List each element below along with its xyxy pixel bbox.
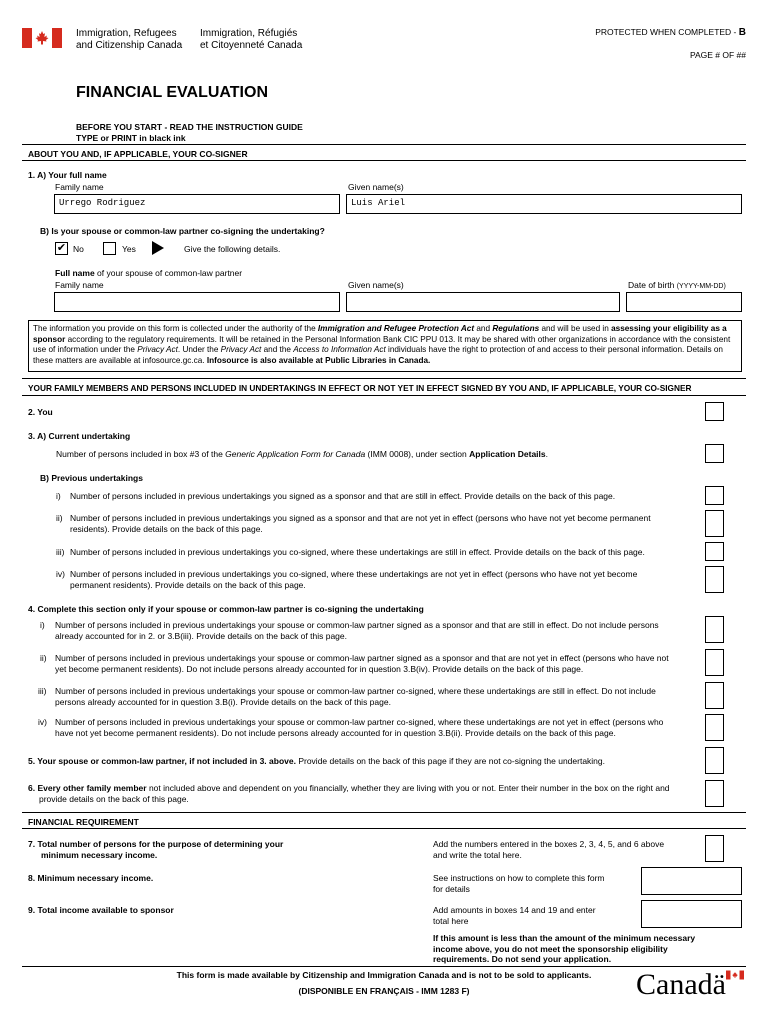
- q8-instructions: See instructions on how to complete this form for details: [433, 873, 605, 894]
- page-title: FINANCIAL EVALUATION: [76, 84, 268, 101]
- arrow-right-icon: [152, 241, 164, 255]
- q4-iv-box[interactable]: [705, 714, 724, 741]
- privacy-notice: The information you provide on this form is collected under the authority of the Immigration and Refugee Protection Act and Regulations and will be used in assessing your eligibility as a sponsor according to the regulatory requirements. It will be retained in the Personal Information Bank CIC PPU 013. It may be shared with other organizations in accordance with the consistent use of information under the Privacy Act. Under the Privacy Act and the Access to Information Act individuals have the right to protection of and access to their personal information. Details on these matters are available at infosource.gc.ca. Infosource is also available at Public Libraries in Canada.: [28, 320, 742, 372]
- q6-text: 6. Every other family member not included above and dependent on you financially, whether they are living with you or not. Enter their number in the box on the right and provide details on the back of this page.: [28, 783, 670, 804]
- give-details-label: Give the following details.: [184, 244, 281, 254]
- section-financial-heading: FINANCIAL REQUIREMENT: [28, 817, 139, 827]
- q3b-iii-text: Number of persons included in previous undertakings you co-signed, where these undertakings are still in effect. Provide details on the back of this page.: [70, 547, 645, 557]
- spouse-dob-label: Date of birth (YYYY-MM-DD): [628, 280, 726, 290]
- spouse-full-name-label: Full name of your spouse of common-law partner: [55, 268, 243, 278]
- page-number: PAGE # OF ##: [689, 50, 746, 60]
- q6-box[interactable]: [705, 780, 724, 807]
- instructions-line-2: TYPE or PRINT in black ink: [76, 133, 186, 143]
- given-name-label: Given name(s): [348, 182, 404, 192]
- q3b-i-num: i): [56, 491, 61, 501]
- q4-iv-num: iv): [38, 717, 47, 727]
- q2-label: 2. You: [28, 407, 53, 417]
- q4-i-text: Number of persons included in previous undertakings your spouse or common-law partner signed as a sponsor and that are still in effect. Do not include persons already accounted for in 2. or 3.B(iii). Provide details on the back of this page.: [55, 620, 659, 641]
- q4-i-num: i): [40, 620, 45, 630]
- q5-box[interactable]: [705, 747, 724, 774]
- q3a-label: 3. A) Current undertaking: [28, 431, 131, 441]
- wordmark-flag-icon: [726, 970, 744, 980]
- q3a-box[interactable]: [705, 444, 724, 463]
- q2-box[interactable]: [705, 402, 724, 421]
- q1a-label: 1. A) Your full name: [28, 170, 107, 180]
- section-family-heading: YOUR FAMILY MEMBERS AND PERSONS INCLUDED IN UNDERTAKINGS IN EFFECT OR NOT YET IN EFFECT SIGNED BY YOU AND, IF APPLICABLE, YOUR CO-SIGNER: [28, 383, 692, 393]
- spouse-family-name-label: Family name: [55, 280, 104, 290]
- q3a-text: Number of persons included in box #3 of the Generic Application Form for Canada (IMM 0008), under section Application Details.: [56, 449, 549, 459]
- q9-instructions: Add amounts in boxes 14 and 19 and enter total here: [433, 905, 596, 926]
- no-checkbox[interactable]: ✔: [56, 242, 67, 254]
- yes-checkbox[interactable]: [103, 242, 116, 255]
- q3b-i-text: Number of persons included in previous undertakings you signed as a sponsor and that are still in effect. Provide details on the back of this page.: [70, 491, 616, 501]
- q4-ii-text: Number of persons included in previous undertakings your spouse or common-law partner signed as a sponsor and that are not yet in effect (persons who have not yet become permanent residents). Do not include persons already accounted for in question 3.B(iv). Provide details on the back of this page.: [55, 653, 669, 674]
- canada-flag-icon: [22, 28, 62, 48]
- q1b-label: B) Is your spouse or common-law partner co-signing the undertaking?: [40, 226, 325, 236]
- q3b-iii-num: iii): [56, 547, 65, 557]
- q3b-ii-text: Number of persons included in previous undertakings you signed as a sponsor and that are not yet in effect (persons who have not yet become permanent residents). Provide details on the back of this page.: [70, 513, 651, 534]
- instructions-line-1: BEFORE YOU START - READ THE INSTRUCTION GUIDE: [76, 122, 303, 132]
- no-label: No: [73, 244, 84, 254]
- section-about-heading: ABOUT YOU AND, IF APPLICABLE, YOUR CO-SIGNER: [28, 149, 248, 159]
- q8-field[interactable]: [641, 867, 742, 895]
- footer-french: (DISPONIBLE EN FRANÇAIS - IMM 1283 F): [298, 986, 470, 996]
- q3b-ii-box[interactable]: [705, 510, 724, 537]
- q9-warning: If this amount is less than the amount of the minimum necessary income above, you do not meet the sponsorship eligibility requirements. Do not send your application.: [433, 933, 696, 964]
- q9-field[interactable]: [641, 900, 742, 928]
- q4-ii-num: ii): [40, 653, 47, 663]
- department-name-fr: Immigration, Réfugiés et Citoyenneté Canada: [200, 28, 303, 51]
- department-name-en: Immigration, Refugees and Citizenship Canada: [76, 28, 183, 51]
- spouse-family-name-field[interactable]: [54, 292, 340, 312]
- family-name-field[interactable]: Urrego Rodriguez: [54, 194, 340, 214]
- q7-box[interactable]: [705, 835, 724, 862]
- q3b-iv-text: Number of persons included in previous undertakings you co-signed, where these undertakings are not yet in effect (persons who have not yet become permanent residents). Provide details on the back of this page.: [70, 569, 638, 590]
- q8-label: 8. Minimum necessary income.: [28, 873, 154, 883]
- q9-label: 9. Total income available to sponsor: [28, 905, 174, 915]
- spouse-dob-field[interactable]: [626, 292, 742, 312]
- given-name-field[interactable]: Luis Ariel: [346, 194, 742, 214]
- q4-iii-num: iii): [38, 686, 47, 696]
- q4-i-box[interactable]: [705, 616, 724, 643]
- yes-label: Yes: [122, 244, 136, 254]
- spouse-given-name-label: Given name(s): [348, 280, 404, 290]
- q7-label: 7. Total number of persons for the purpose of determining your minimum necessary income.: [28, 839, 284, 860]
- q3b-iv-num: iv): [56, 569, 65, 579]
- q3b-iii-box[interactable]: [705, 542, 724, 561]
- q3b-i-box[interactable]: [705, 486, 724, 505]
- q4-ii-box[interactable]: [705, 649, 724, 676]
- q4-iv-text: Number of persons included in previous undertakings your spouse or common-law partner co-signed, where these undertakings are not yet in effect (persons who have not yet become permanent residents). Do not include persons already accounted for in question 3.B(ii). Provide details on the back of this page.: [55, 717, 664, 738]
- q7-instructions: Add the numbers entered in the boxes 2, 3, 4, 5, and 6 above and write the total here.: [433, 839, 665, 860]
- q5-text: 5. Your spouse or common-law partner, if not included in 3. above. Provide details on the back of this page if they are not co-signing the undertaking.: [28, 756, 605, 766]
- family-name-label: Family name: [55, 182, 104, 192]
- footer-notice: This form is made available by Citizenship and Immigration Canada and is not to be sold to applicants.: [176, 970, 592, 980]
- q3b-ii-num: ii): [56, 513, 63, 523]
- q4-iii-box[interactable]: [705, 682, 724, 709]
- q3b-iv-box[interactable]: [705, 566, 724, 593]
- q4-label: 4. Complete this section only if your spouse or common-law partner is co-signing the undertaking: [28, 604, 424, 614]
- q4-iii-text: Number of persons included in previous undertakings your spouse or common-law partner co-signed, where these undertakings are still in effect. Do not include persons already accounted for in question 3.B(i). Provide details on the back of this page.: [55, 686, 656, 707]
- spouse-given-name-field[interactable]: [346, 292, 620, 312]
- q3b-label: B) Previous undertakings: [40, 473, 143, 483]
- canada-wordmark: Canadä: [636, 968, 726, 1001]
- protected-label: PROTECTED WHEN COMPLETED - B: [595, 27, 746, 38]
